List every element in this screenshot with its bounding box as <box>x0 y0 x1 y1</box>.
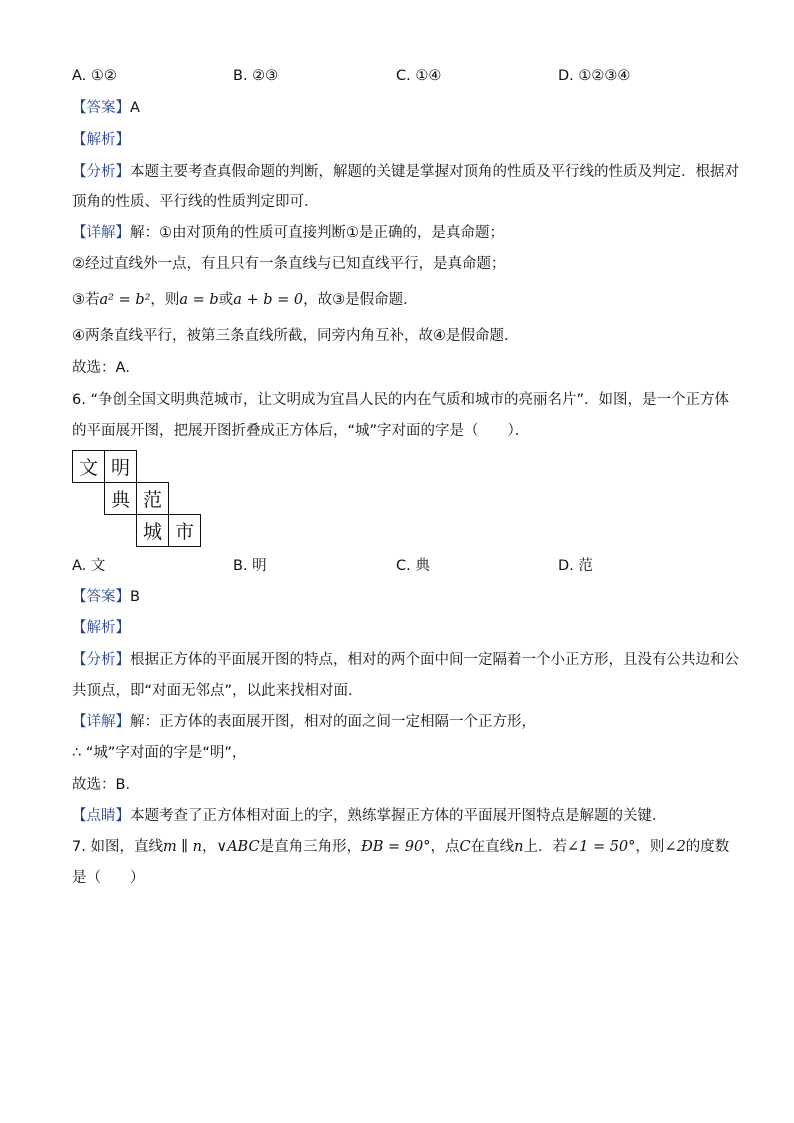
fenxi-tag: 【分析】 <box>72 164 130 180</box>
xiangjie-text: 解：正方体的表面展开图，相对的面之间一定相隔一个正方形， <box>130 714 536 730</box>
q5-answer <box>72 98 140 118</box>
q5-choose: 故选：A． <box>72 360 140 376</box>
q5-option-c: C. ①④ <box>396 68 442 84</box>
q5-xiangjie-line-1 <box>72 223 504 243</box>
net-cell: 文 <box>72 450 105 483</box>
fenxi-text: 根据正方体的平面展开图的特点，相对的两个面中间一定隔着一个小正方形，且没有公共边和公 <box>130 652 739 668</box>
q6-fenxi-line-1 <box>72 650 739 670</box>
text: ， <box>201 839 217 855</box>
fenxi-tag: 【分析】 <box>72 652 130 668</box>
q6-stem-line-1: 6. “争创全国文明典范城市，让文明成为宜昌人民的内在气质和城市的亮丽名片”．如图，是一个正方体 <box>72 392 729 408</box>
q6-dianjing <box>72 806 667 826</box>
fenxi-text: 本题主要考查真假命题的判断，解题的关键是掌握对顶角的性质及平行线的性质及判定．根据对 <box>130 164 739 180</box>
xiangjie-tag: 【详解】 <box>72 225 130 241</box>
text: ③若 <box>72 292 100 308</box>
text: ，点 <box>430 839 460 855</box>
math-expr: ∠2 <box>664 839 686 855</box>
text: 的度数 <box>685 839 730 855</box>
q5-fenxi-line-1 <box>72 162 739 182</box>
q6-xiangjie-line-1 <box>72 712 536 732</box>
text: 是直角三角形， <box>259 839 362 855</box>
math-expr: C <box>459 839 471 855</box>
math-expr: a² = b² <box>99 292 151 308</box>
math-expr: a + b = 0 <box>233 292 304 308</box>
text: 上．若 <box>523 839 567 855</box>
q6-option-a: A. 文 <box>72 558 106 574</box>
text: ，故③是假命题． <box>303 292 418 308</box>
q5-fenxi-line-2: 顶角的性质、平行线的性质判定即可． <box>72 194 319 210</box>
q6-choose: 故选：B． <box>72 777 140 793</box>
net-cell: 市 <box>168 514 201 547</box>
answer-value: B <box>130 589 140 605</box>
dianjing-text: 本题考查了正方体相对面上的字，熟练掌握正方体的平面展开图特点是解题的关键． <box>130 808 667 824</box>
q5-line-3 <box>72 290 418 310</box>
math-expr: m ∥ n <box>162 839 202 855</box>
q5-line-4: ④两条直线平行，被第三条直线所截，同旁内角互补，故④是假命题． <box>72 328 519 344</box>
math-expr: a = b <box>179 292 219 308</box>
math-expr: ÐB = 90° <box>361 839 431 855</box>
xiangjie-tag: 【详解】 <box>72 714 130 730</box>
xiangjie-text: 解：①由对顶角的性质可直接判断①是正确的，是真命题； <box>130 225 504 241</box>
text: ，则 <box>635 839 665 855</box>
text: 7. 如图，直线 <box>72 839 163 855</box>
q5-option-d: D. ①②③④ <box>558 68 631 84</box>
q7-stem-line-1 <box>72 837 729 857</box>
q6-stem-line-2: 的平面展开图，把展开图折叠成正方体后，“城”字对面的字是（ ）． <box>72 423 530 439</box>
net-cell: 典 <box>104 482 137 515</box>
q6-xiangjie-line-2: ∴ “城”字对面的字是“明”， <box>72 745 247 761</box>
analysis-tag: 【解析】 <box>72 132 130 148</box>
answer-tag: 【答案】 <box>72 100 130 116</box>
net-cell: 范 <box>136 482 169 515</box>
text: 在直线 <box>470 839 515 855</box>
cube-net-figure <box>72 450 212 550</box>
q7-stem-line-2: 是（ ） <box>72 870 145 886</box>
dianjing-tag: 【点睛】 <box>72 808 130 824</box>
net-cell: 城 <box>136 514 169 547</box>
q5-option-b: B. ②③ <box>233 68 279 84</box>
q6-option-c: C. 典 <box>396 558 430 574</box>
math-expr: n <box>514 839 524 855</box>
net-cell: 明 <box>104 450 137 483</box>
q6-analysis-tag <box>72 618 130 638</box>
q6-fenxi-line-2: 共顶点，即“对面无邻点”，以此来找相对面． <box>72 683 363 699</box>
q6-option-b: B. 明 <box>233 558 267 574</box>
analysis-tag: 【解析】 <box>72 620 130 636</box>
math-expr: ∨ABC <box>216 839 260 855</box>
q6-answer <box>72 587 140 607</box>
q5-line-2: ②经过直线外一点，有且只有一条直线与已知直线平行，是真命题； <box>72 256 506 272</box>
answer-tag: 【答案】 <box>72 589 130 605</box>
q5-analysis-tag <box>72 130 130 150</box>
text: ，则 <box>150 292 180 308</box>
q6-option-d: D. 范 <box>558 558 593 574</box>
answer-value: A <box>130 100 140 116</box>
text: 或 <box>218 292 234 308</box>
q5-option-a: A. ①② <box>72 68 117 84</box>
math-expr: ∠1 = 50° <box>566 839 636 855</box>
